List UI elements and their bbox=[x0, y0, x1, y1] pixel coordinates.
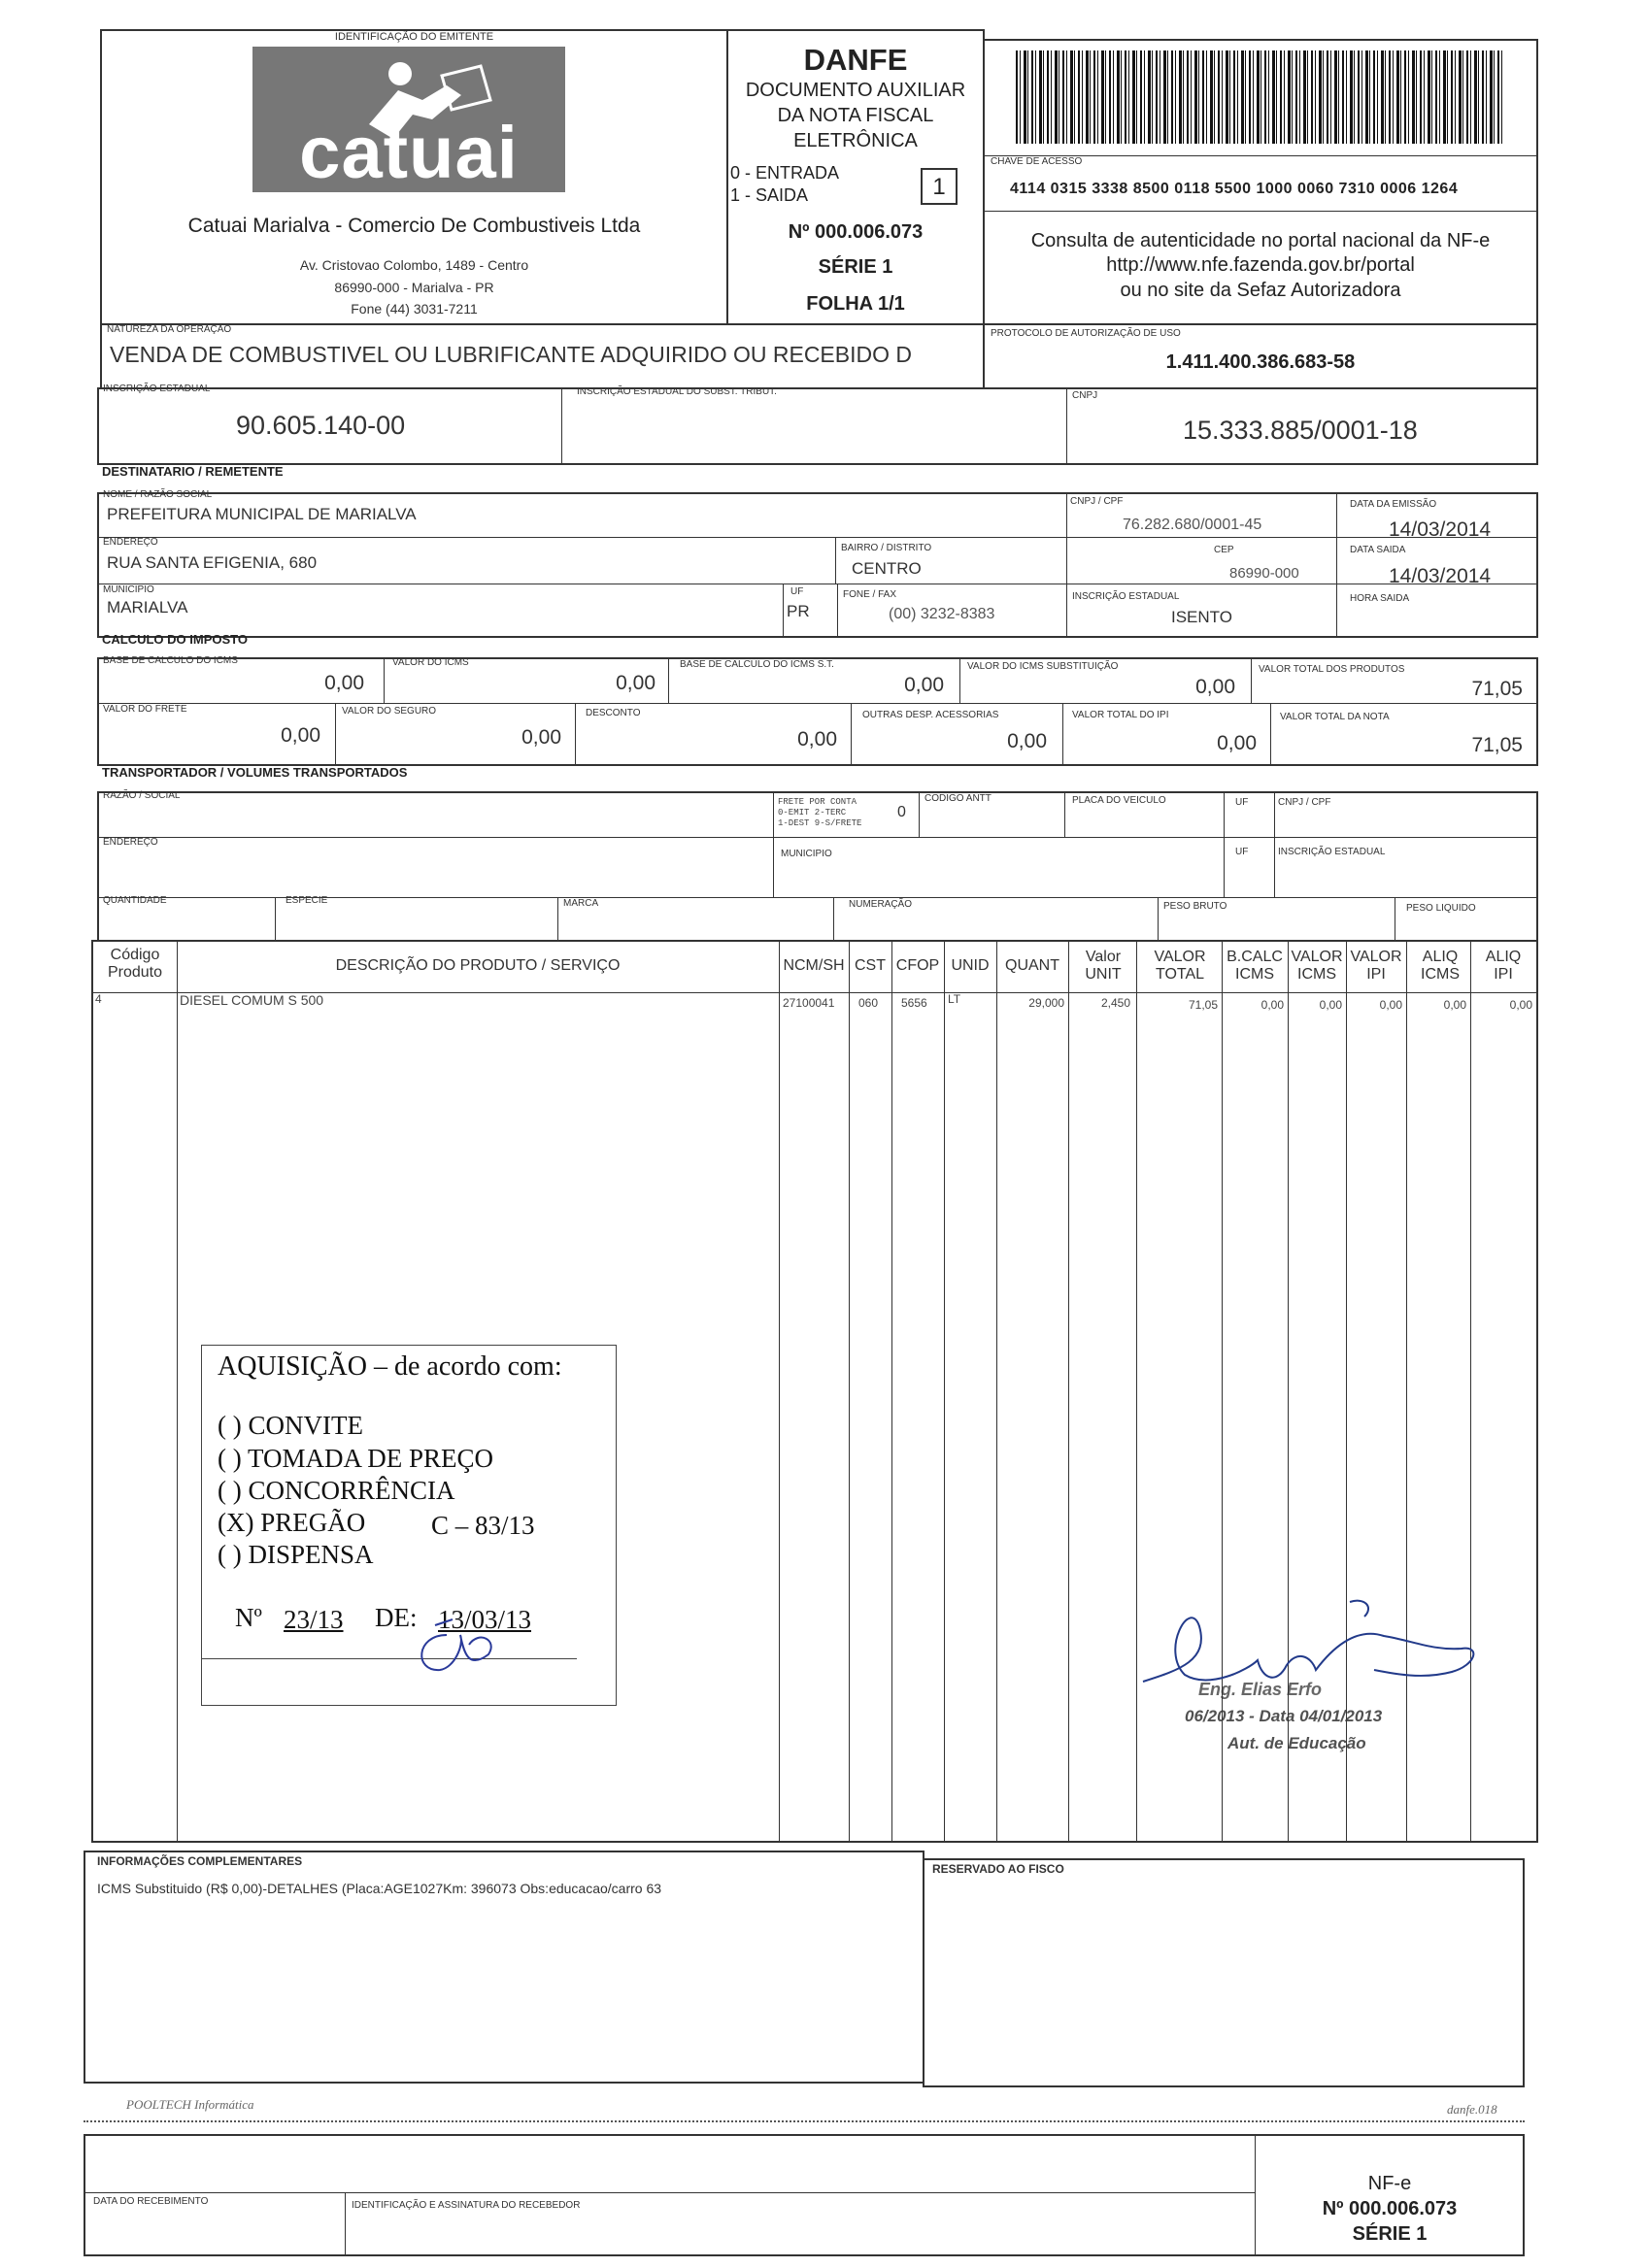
row-aliq-ipi: 0,00 bbox=[1509, 998, 1532, 1012]
canhoto-numero: Nº 000.006.073 bbox=[1322, 2198, 1458, 2219]
ie-label: INSCRIÇÃO ESTADUAL bbox=[103, 384, 211, 394]
col-descricao: DESCRIÇÃO DO PRODUTO / SERVIÇO bbox=[335, 957, 621, 974]
transp-cnpj-label: CNPJ / CPF bbox=[1278, 797, 1331, 808]
outras-label: OUTRAS DESP. ACESSORIAS bbox=[862, 710, 999, 720]
emitente-name: Catuai Marialva - Comercio De Combustiveis Ltda bbox=[187, 215, 641, 237]
stamp-dispensa: ( ) DISPENSA bbox=[218, 1540, 374, 1569]
ie-value: 90.605.140-00 bbox=[236, 411, 406, 440]
danfe-folha: FOLHA 1/1 bbox=[806, 293, 905, 315]
emitente-city: 86990-000 - Marialva - PR bbox=[334, 280, 494, 295]
dest-emissao: 14/03/2014 bbox=[1389, 518, 1492, 541]
dest-nome: PREFEITURA MUNICIPAL DE MARIALVA bbox=[107, 505, 417, 523]
signature-stamp-line-2: 06/2013 - Data 04/01/2013 bbox=[1185, 1707, 1383, 1725]
frete-conta-value: 0 bbox=[897, 804, 906, 820]
dest-emissao-label: DATA DA EMISSÃO bbox=[1350, 499, 1437, 510]
dest-bairro: CENTRO bbox=[852, 559, 922, 578]
footer-left: POOLTECH Informática bbox=[126, 2097, 254, 2112]
stamp-data: 13/03/13 bbox=[438, 1605, 532, 1634]
col-aliq-ipi: ALIQ IPI bbox=[1485, 949, 1522, 983]
col-unid: UNID bbox=[951, 957, 990, 974]
cnpj-label: CNPJ bbox=[1072, 390, 1098, 401]
dest-cep: 86990-000 bbox=[1229, 565, 1299, 582]
natureza-label: NATUREZA DA OPERAÇÃO bbox=[107, 324, 232, 335]
desconto: 0,00 bbox=[797, 728, 837, 750]
row-vtotal: 71,05 bbox=[1188, 998, 1218, 1012]
fisco-box bbox=[923, 1858, 1525, 2087]
cnpj-value: 15.333.885/0001-18 bbox=[1183, 416, 1418, 445]
destinatario-section: DESTINATARIO / REMETENTE bbox=[102, 464, 284, 479]
chave-label: CHAVE DE ACESSO bbox=[991, 156, 1083, 167]
total-nota-label: VALOR TOTAL DA NOTA bbox=[1280, 712, 1390, 722]
info-label: INFORMAÇÕES COMPLEMENTARES bbox=[97, 1854, 303, 1868]
ipi: 0,00 bbox=[1217, 732, 1257, 754]
col-aliq-icms: ALIQ ICMS bbox=[1421, 949, 1460, 983]
dest-municipio-label: MUNICIPIO bbox=[103, 584, 154, 595]
frete-conta-2: 0-EMIT 2-TERC bbox=[778, 808, 847, 817]
outras: 0,00 bbox=[1007, 730, 1047, 752]
chave-value: 4114 0315 3338 8500 0118 5500 1000 0060 7310 0006 1264 bbox=[1010, 181, 1459, 197]
footer-right: danfe.018 bbox=[1447, 2102, 1497, 2117]
dest-saida: 14/03/2014 bbox=[1389, 565, 1492, 587]
natureza-value: VENDA DE COMBUSTIVEL OU LUBRIFICANTE ADQUIRIDO OU RECEBIDO D bbox=[110, 342, 913, 367]
stamp-numero: 23/13 bbox=[284, 1605, 344, 1634]
transp-endereco-label: ENDEREÇO bbox=[103, 837, 158, 848]
dest-municipio: MARIALVA bbox=[107, 598, 188, 617]
signature-stamp-line-1: Eng. Elias Erfo bbox=[1198, 1680, 1323, 1699]
dest-ie: ISENTO bbox=[1171, 608, 1232, 626]
danfe-saida: 1 - SAIDA bbox=[730, 185, 809, 205]
valor-st-label: VALOR DO ICMS SUBSTITUIÇÃO bbox=[967, 661, 1119, 672]
transp-uf2-label: UF bbox=[1235, 847, 1249, 857]
quantidade-label: QUANTIDADE bbox=[103, 895, 167, 906]
base-st: 0,00 bbox=[904, 674, 944, 696]
peso-bruto-label: PESO BRUTO bbox=[1163, 901, 1227, 912]
dest-fone: (00) 3232-8383 bbox=[889, 606, 995, 622]
canhoto-serie: SÉRIE 1 bbox=[1352, 2223, 1428, 2245]
company-logo bbox=[252, 47, 565, 192]
valor-st: 0,00 bbox=[1195, 676, 1235, 698]
protocolo-label: PROTOCOLO DE AUTORIZAÇÃO DE USO bbox=[991, 328, 1181, 339]
stamp-pregao-ref: C – 83/13 bbox=[431, 1511, 535, 1540]
dest-nome-label: NOME / RAZÃO SOCIAL bbox=[103, 489, 213, 500]
col-cfop: CFOP bbox=[895, 957, 940, 974]
stamp-concorrencia: ( ) CONCORRÊNCIA bbox=[218, 1476, 455, 1505]
stamp-data-label: DE: bbox=[375, 1603, 418, 1632]
valor-icms-label: VALOR DO ICMS bbox=[392, 657, 469, 668]
dest-endereco-label: ENDEREÇO bbox=[103, 537, 158, 548]
dest-cnpj: 76.282.680/0001-45 bbox=[1123, 517, 1262, 533]
frete-conta-3: 1-DEST 9-S/FRETE bbox=[778, 818, 862, 828]
dest-uf: PR bbox=[787, 602, 810, 620]
total-prod-label: VALOR TOTAL DOS PRODUTOS bbox=[1259, 664, 1405, 675]
col-ncm: NCM/SH bbox=[783, 957, 845, 974]
signature-stamp-line-3: Aut. de Educação bbox=[1227, 1734, 1366, 1752]
signature-stamp bbox=[1185, 1680, 1476, 1767]
ipi-label: VALOR TOTAL DO IPI bbox=[1072, 710, 1169, 720]
danfe-subtitle-2: DA NOTA FISCAL bbox=[777, 105, 934, 126]
canhoto-assinatura-label: IDENTIFICAÇÃO E ASSINATURA DO RECEBEDOR bbox=[352, 2200, 581, 2211]
transp-municipio-label: MUNICIPIO bbox=[781, 849, 832, 859]
placa-label: PLACA DO VEICULO bbox=[1072, 795, 1166, 806]
col-quant: QUANT bbox=[1005, 957, 1059, 974]
frete-label: VALOR DO FRETE bbox=[103, 704, 187, 715]
stamp-title: AQUISIÇÃO – de acordo com: bbox=[218, 1351, 562, 1382]
row-descricao: DIESEL COMUM S 500 bbox=[180, 992, 324, 1008]
col-cst: CST bbox=[855, 957, 886, 974]
transp-razao-label: RAZÃO / SOCIAL bbox=[103, 790, 181, 801]
marca-label: MARCA bbox=[563, 898, 599, 909]
dest-bairro-label: BAIRRO / DISTRITO bbox=[841, 543, 932, 553]
protocolo-value: 1.411.400.386.683-58 bbox=[1165, 351, 1356, 373]
numeracao-label: NUMERAÇÃO bbox=[849, 899, 913, 910]
seguro: 0,00 bbox=[521, 726, 561, 749]
col-vtotal: VALOR TOTAL bbox=[1154, 949, 1206, 983]
danfe-subtitle-1: DOCUMENTO AUXILIAR bbox=[745, 80, 966, 101]
transp-uf-label: UF bbox=[1235, 797, 1249, 808]
valor-icms: 0,00 bbox=[616, 672, 655, 694]
row-quant: 29,000 bbox=[1028, 996, 1064, 1010]
danfe-numero: Nº 000.006.073 bbox=[788, 221, 924, 243]
especie-label: ESPECIE bbox=[286, 895, 328, 906]
dest-endereco: RUA SANTA EFIGENIA, 680 bbox=[107, 553, 318, 572]
frete: 0,00 bbox=[281, 724, 320, 747]
row-aliq-icms: 0,00 bbox=[1443, 998, 1466, 1012]
stamp-numero-label: Nº bbox=[235, 1603, 262, 1632]
initials-signature-icon bbox=[396, 1596, 513, 1684]
dest-cnpj-label: CNPJ / CPF bbox=[1070, 496, 1124, 507]
aquisicao-stamp bbox=[201, 1345, 617, 1706]
col-bcalc: B.CALC ICMS bbox=[1227, 949, 1283, 983]
base-icms-label: BASE DE CALCULO DO ICMS bbox=[103, 655, 238, 666]
cut-line bbox=[84, 2120, 1525, 2122]
stamp-pregao: (X) PREGÃO bbox=[218, 1508, 366, 1537]
base-icms: 0,00 bbox=[324, 672, 364, 694]
danfe-serie: SÉRIE 1 bbox=[818, 256, 893, 278]
dest-cep-label: CEP bbox=[1214, 545, 1234, 555]
row-unid: LT bbox=[948, 992, 961, 1006]
emitente-section-label: IDENTIFICAÇÃO DO EMITENTE bbox=[334, 31, 494, 43]
danfe-subtitle-3: ELETRÔNICA bbox=[793, 130, 918, 151]
col-codigo: Código Produto bbox=[107, 947, 163, 981]
fisco-label: RESERVADO AO FISCO bbox=[932, 1862, 1064, 1876]
dest-uf-label: UF bbox=[790, 586, 804, 597]
col-vunit: Valor UNIT bbox=[1085, 949, 1122, 983]
antt-label: CODIGO ANTT bbox=[924, 793, 992, 804]
dest-hora-label: HORA SAIDA bbox=[1350, 593, 1410, 604]
dest-ie-label: INSCRIÇÃO ESTADUAL bbox=[1072, 591, 1180, 602]
emitente-address: Av. Cristovao Colombo, 1489 - Centro bbox=[299, 257, 529, 273]
transp-ie-label: INSCRIÇÃO ESTADUAL bbox=[1278, 847, 1386, 857]
logo-text: catuai bbox=[299, 112, 519, 194]
transportador-section: TRANSPORTADOR / VOLUMES TRANSPORTADOS bbox=[102, 765, 408, 780]
row-cst: 060 bbox=[858, 996, 879, 1010]
row-bcalc: 0,00 bbox=[1260, 998, 1284, 1012]
desconto-label: DESCONTO bbox=[586, 708, 641, 718]
seguro-label: VALOR DO SEGURO bbox=[342, 706, 437, 717]
barcode bbox=[1016, 50, 1505, 144]
row-codigo: 4 bbox=[95, 992, 102, 1006]
dest-saida-label: DATA SAIDA bbox=[1350, 545, 1406, 555]
col-vipi: VALOR IPI bbox=[1350, 949, 1402, 983]
peso-liquido-label: PESO LIQUIDO bbox=[1406, 903, 1476, 914]
stamp-tomada: ( ) TOMADA DE PREÇO bbox=[218, 1444, 494, 1473]
frete-conta-1: FRETE POR CONTA bbox=[778, 797, 857, 807]
danfe-title: DANFE bbox=[803, 43, 908, 77]
total-nota: 71,05 bbox=[1471, 734, 1523, 756]
consulta-line-2: http://www.nfe.fazenda.gov.br/portal bbox=[1106, 254, 1415, 276]
danfe-tipo-box: 1 bbox=[921, 168, 958, 205]
consulta-line-1: Consulta de autenticidade no portal nacional da NF-e bbox=[1030, 230, 1491, 251]
stamp-convite: ( ) CONVITE bbox=[218, 1411, 363, 1440]
row-ncm: 27100041 bbox=[783, 996, 835, 1010]
row-vipi: 0,00 bbox=[1379, 998, 1402, 1012]
imposto-section: CALCULO DO IMPOSTO bbox=[102, 632, 248, 647]
dest-fone-label: FONE / FAX bbox=[843, 589, 897, 600]
row-cfop: 5656 bbox=[901, 996, 927, 1010]
emitente-phone: Fone (44) 3031-7211 bbox=[351, 301, 478, 317]
danfe-entrada: 0 - ENTRADA bbox=[730, 163, 840, 183]
info-text: ICMS Substituido (R$ 0,00)-DETALHES (Placa:AGE1027Km: 396073 Obs:educacao/carro 63 bbox=[97, 1881, 662, 1896]
consulta-line-3: ou no site da Sefaz Autorizadora bbox=[1120, 280, 1401, 301]
canhoto-data-label: DATA DO RECEBIMENTO bbox=[93, 2196, 209, 2207]
row-vunit: 2,450 bbox=[1100, 996, 1130, 1010]
row-vicms: 0,00 bbox=[1319, 998, 1342, 1012]
canhoto-nfe: NF-e bbox=[1367, 2173, 1412, 2194]
iest-label: INSCRIÇÃO ESTADUAL DO SUBST. TRIBUT. bbox=[577, 386, 777, 397]
total-prod: 71,05 bbox=[1471, 678, 1523, 700]
col-vicms: VALOR ICMS bbox=[1291, 949, 1343, 983]
base-st-label: BASE DE CALCULO DO ICMS S.T. bbox=[680, 659, 834, 670]
